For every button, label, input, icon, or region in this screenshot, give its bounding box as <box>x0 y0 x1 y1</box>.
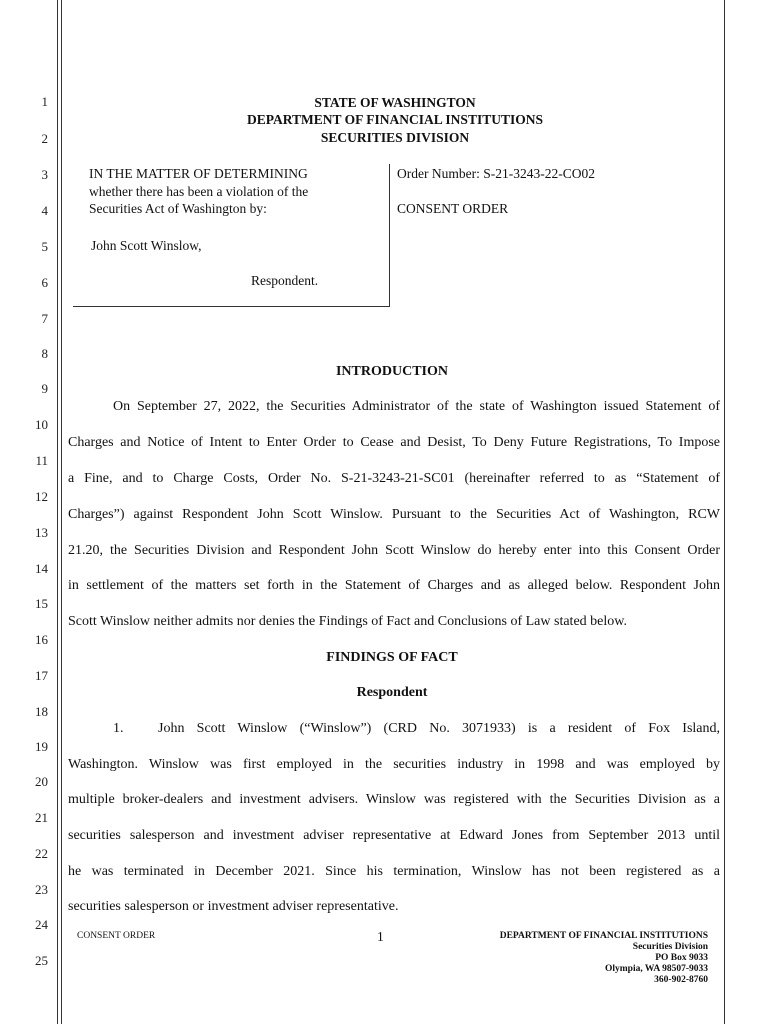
line-number: 5 <box>41 239 48 254</box>
caption-box-underline <box>73 306 390 307</box>
findings-line-2: Washington. Winslow was first employed in the securities industry in 1998 and was employed by <box>68 757 720 772</box>
line-number: 19 <box>35 739 48 754</box>
intro-line-6: in settlement of the matters set forth in the Statement of Charges and as alleged below. Respondent John <box>68 578 720 593</box>
intro-line-3: a Fine, and to Charge Costs, Order No. S-21-3243-21-SC01 (hereinafter referred to as “Statement of <box>68 471 720 486</box>
findings-line-5: he was terminated in December 2021. Since his termination, Winslow has not been registered as a <box>68 864 720 879</box>
line-number: 12 <box>35 489 48 504</box>
intro-line-7: Scott Winslow neither admits nor denies the Findings of Fact and Conclusions of Law stated below. <box>68 614 627 629</box>
findings-subheading: Respondent <box>356 685 428 700</box>
left-margin-rule <box>57 0 58 1024</box>
line-number: 8 <box>41 346 48 361</box>
left-margin-rule-inner <box>61 0 62 1024</box>
intro-line-2: Charges and Notice of Intent to Enter Order to Cease and Desist, To Deny Future Registrations, To Impose <box>68 435 720 450</box>
footer-agency-name: DEPARTMENT OF FINANCIAL INSTITUTIONS <box>499 931 708 941</box>
intro-line-4: Charges”) against Respondent John Scott Winslow. Pursuant to the Securities Act of Washington, RCW <box>68 507 720 522</box>
line-number: 24 <box>35 917 48 932</box>
footer-agency-address <box>500 931 708 986</box>
footer-division: Securities Division <box>632 942 708 952</box>
line-number: 17 <box>35 668 48 683</box>
line-number: 1 <box>41 94 48 109</box>
line-number: 15 <box>35 596 48 611</box>
line-number: 13 <box>35 525 48 540</box>
header-department: DEPARTMENT OF FINANCIAL INSTITUTIONS <box>247 112 543 127</box>
caption-order-number: Order Number: S-21-3243-22-CO02 <box>397 166 595 181</box>
line-number: 9 <box>41 381 48 396</box>
line-number: 21 <box>35 810 48 825</box>
caption-matter-line2: whether there has been a violation of the <box>89 184 309 199</box>
footer-document-title: CONSENT ORDER <box>77 931 156 941</box>
footer-page-number: 1 <box>377 929 384 944</box>
line-number: 25 <box>35 953 48 968</box>
intro-line-1: On September 27, 2022, the Securities Administrator of the state of Washington issued Statement of <box>113 399 720 414</box>
line-number: 4 <box>41 203 48 218</box>
caption-respondent-name: John Scott Winslow, <box>91 238 202 253</box>
header-state: STATE OF WASHINGTON <box>314 95 476 110</box>
line-number: 3 <box>41 167 48 182</box>
findings-line-6: securities salesperson or investment adviser representative. <box>68 899 399 914</box>
line-number: 14 <box>35 561 48 576</box>
caption-matter-line3: Securities Act of Washington by: <box>89 201 267 216</box>
caption-box-divider <box>389 164 390 306</box>
caption-matter-line1: IN THE MATTER OF DETERMINING <box>89 166 308 181</box>
footer-phone: 360-902-8760 <box>654 975 708 985</box>
line-number: 6 <box>41 275 48 290</box>
findings-item-number: 1. <box>113 721 124 736</box>
line-number: 20 <box>35 774 48 789</box>
line-number: 22 <box>35 846 48 861</box>
line-number: 11 <box>35 453 48 468</box>
line-number: 10 <box>35 417 48 432</box>
caption-order-type: CONSENT ORDER <box>397 201 509 216</box>
line-number: 18 <box>35 704 48 719</box>
findings-heading: FINDINGS OF FACT <box>326 650 458 665</box>
line-number: 7 <box>41 311 48 326</box>
caption-respondent-label: Respondent. <box>251 273 319 288</box>
footer-city: Olympia, WA 98507-9033 <box>604 964 708 974</box>
footer-po-box: PO Box 9033 <box>655 953 708 963</box>
findings-line-3: multiple broker-dealers and investment advisers. Winslow was registered with the Securities Division as a <box>68 792 720 807</box>
header-division: SECURITIES DIVISION <box>320 130 470 145</box>
line-number: 2 <box>41 131 48 146</box>
findings-line-4: securities salesperson and investment adviser representative at Edward Jones from September 2013 until <box>68 828 720 843</box>
line-number: 16 <box>35 632 48 647</box>
line-number: 23 <box>35 882 48 897</box>
intro-line-5: 21.20, the Securities Division and Respondent John Scott Winslow do hereby enter into this Consent Order <box>68 543 720 558</box>
findings-line-1: John Scott Winslow (“Winslow”) (CRD No. 3071933) is a resident of Fox Island, <box>158 721 720 736</box>
right-margin-rule <box>724 0 725 1024</box>
introduction-heading: INTRODUCTION <box>335 364 448 379</box>
